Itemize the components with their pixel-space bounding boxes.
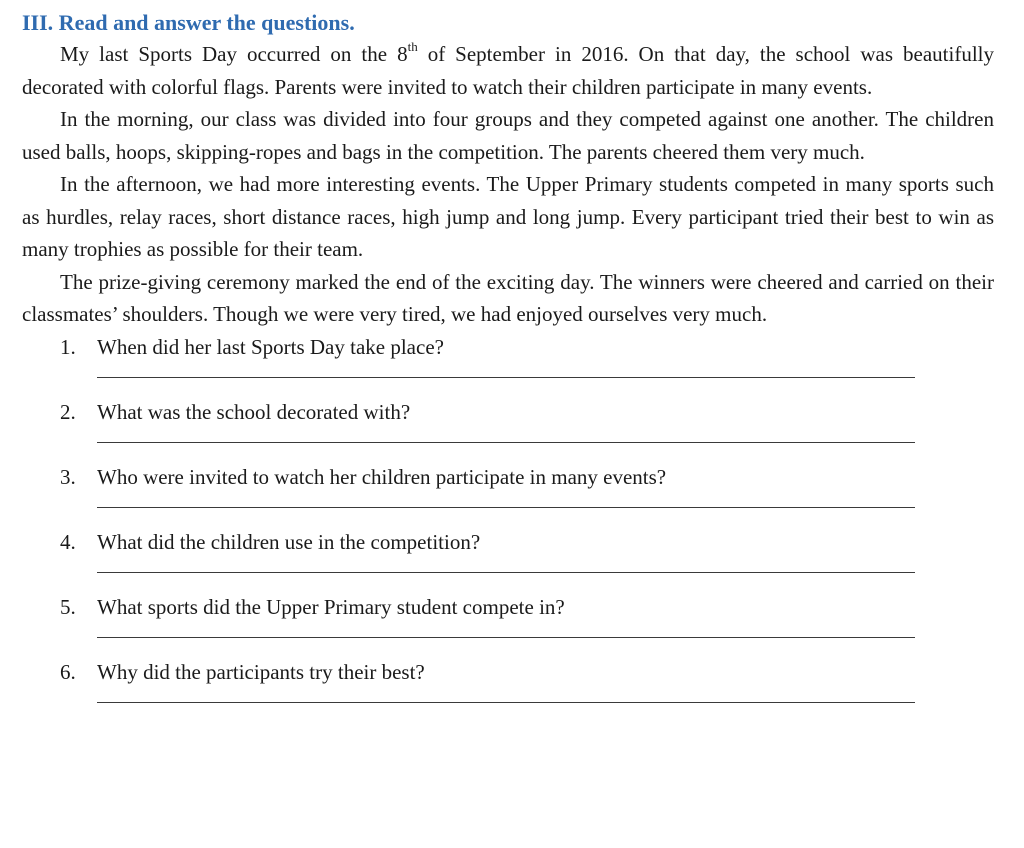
paragraph-1-text-start: My last Sports Day occurred on the 8 bbox=[60, 42, 408, 66]
question-number: 1. bbox=[60, 334, 76, 359]
question-item bbox=[22, 591, 994, 656]
answer-line[interactable] bbox=[97, 637, 915, 638]
reading-passage bbox=[22, 38, 994, 331]
question-item bbox=[22, 331, 994, 396]
worksheet bbox=[22, 8, 994, 721]
paragraph-1-text-end: of September in 2016. On that day, the school was beautifully decorated with colorful flags. Parents were invited to watch their children participate in many events. bbox=[22, 42, 995, 99]
answer-line[interactable] bbox=[97, 702, 915, 703]
question-number: 4. bbox=[60, 529, 76, 554]
answer-line[interactable] bbox=[97, 507, 915, 508]
question-text: Why did the participants try their best? bbox=[97, 659, 425, 684]
passage-paragraph-2: In the morning, our class was divided into four groups and they competed against one another. The children used balls, hoops, skipping-ropes and bags in the competition. The parents cheered them very much. bbox=[22, 107, 994, 164]
passage-paragraph-1 bbox=[22, 38, 994, 103]
question-item bbox=[22, 396, 994, 461]
question-item bbox=[22, 656, 994, 721]
question-item bbox=[22, 461, 994, 526]
answer-line[interactable] bbox=[97, 442, 915, 443]
ordinal-suffix: th bbox=[407, 39, 418, 54]
question-list bbox=[22, 331, 994, 721]
question-text: What sports did the Upper Primary student compete in? bbox=[97, 594, 565, 619]
question-text: When did her last Sports Day take place? bbox=[97, 334, 444, 359]
passage-paragraph-3: In the afternoon, we had more interesting events. The Upper Primary students competed in many sports such as hurdles, relay races, short distance races, high jump and long jump. Every participant tried their best to win as many trophies as possible for their team. bbox=[22, 172, 994, 261]
question-number: 5. bbox=[60, 594, 76, 619]
passage-paragraph-4: The prize-giving ceremony marked the end of the exciting day. The winners were cheered and carried on their classmates’ shoulders. Though we were very tired, we had enjoyed ourselves very much. bbox=[22, 269, 994, 326]
question-item bbox=[22, 526, 994, 591]
question-number: 2. bbox=[60, 399, 76, 424]
answer-line[interactable] bbox=[97, 572, 915, 573]
question-number: 6. bbox=[60, 659, 76, 684]
question-text: What did the children use in the competition? bbox=[97, 529, 481, 554]
question-number: 3. bbox=[60, 464, 76, 489]
answer-line[interactable] bbox=[97, 377, 915, 378]
section-heading: III. Read and answer the questions. bbox=[22, 10, 355, 35]
question-text: What was the school decorated with? bbox=[97, 399, 411, 424]
question-text: Who were invited to watch her children participate in many events? bbox=[97, 464, 667, 489]
